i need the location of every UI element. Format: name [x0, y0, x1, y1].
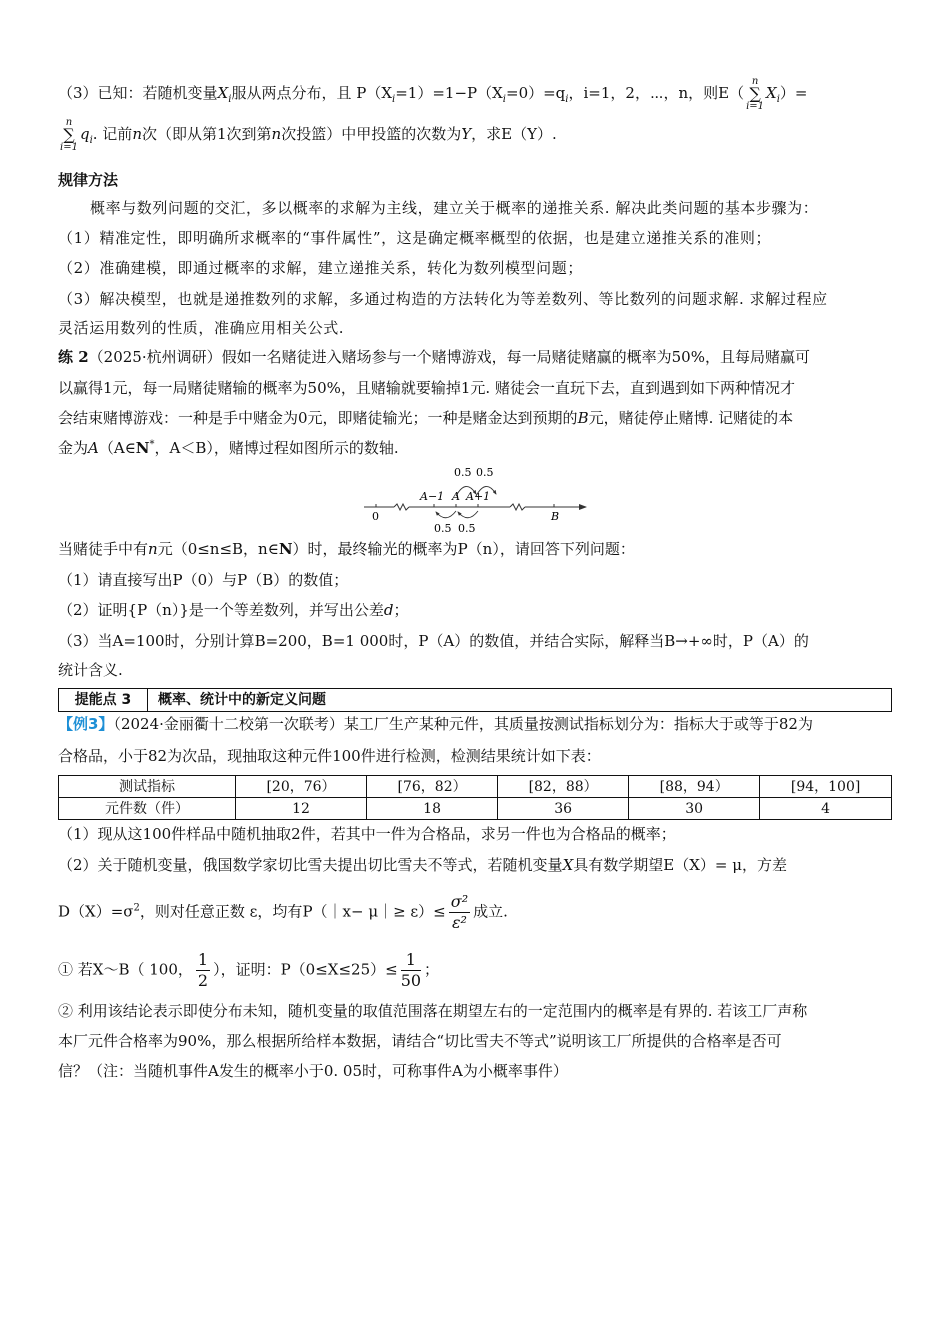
- text: X～B（ 100，: [92, 960, 193, 979]
- sub-i: i: [228, 94, 232, 105]
- text: ，求: [471, 125, 502, 143]
- natural-set: N: [135, 439, 150, 457]
- table-row: [59, 776, 892, 798]
- superscript-star: *: [149, 439, 155, 450]
- sum-bottom: i=1: [60, 142, 78, 153]
- table-cell: 36: [498, 798, 629, 820]
- part3-line1: [58, 76, 892, 112]
- method-title: 规律方法: [58, 171, 119, 189]
- text: 次投篮）中甲投篮的次数为: [281, 125, 462, 143]
- row-header: 元件数（件）: [59, 798, 236, 820]
- sum-sign: ∑: [63, 125, 75, 144]
- text: 具有数学期望: [573, 856, 664, 874]
- practice2-line1: [58, 347, 892, 367]
- text: D（X）=σ: [58, 902, 134, 921]
- sub-i: i: [89, 135, 93, 146]
- example3-case2-line2: 本厂元件合格率为90%，那么根据所给样本数据，请结合“切比雪夫不等式”说明该工厂所提供的合格率是否可: [58, 1032, 782, 1050]
- var-y: Y: [461, 125, 472, 143]
- method-step3-line1: （3）解决模型，也就是递推数列的求解，多通过构造的方法转化为等差数列、等比数列的问题求解. 求解过程应: [58, 290, 828, 308]
- sub-i: i: [565, 94, 569, 105]
- fraction-denominator: ε²: [451, 913, 467, 932]
- sub-i: i: [502, 94, 506, 105]
- text: 当赌徒手中有: [58, 540, 149, 558]
- label-a-minus-1: A−1: [420, 490, 445, 503]
- text: ；: [424, 960, 440, 979]
- arc-bottom-right: [458, 511, 478, 518]
- example3-q1: （1）现从这100件样品中随机抽取2件，若其中一件为合格品，求另一件也为合格品的概率；: [58, 825, 676, 843]
- prob-bottom-left: 0.5: [434, 522, 452, 535]
- practice2-q3-line1: （3）当A=100时，分别计算B=200，B=1 000时，P（A）的数值，并结合实际，解释当B→+∞时，P（A）的: [58, 632, 809, 650]
- practice-label: 练 2: [58, 348, 89, 366]
- practice2-line3: [58, 408, 892, 428]
- method-step2: （2）准确建模，即通过概率的求解，建立递推关系，转化为数列模型问题；: [58, 259, 583, 277]
- tip-title: 概率、统计中的新定义问题: [158, 692, 326, 708]
- text: 会结束赌博游戏：一种是手中赌金为0元，即赌徒输光；一种是赌金达到预期的: [58, 409, 578, 427]
- text: ，则对任意正数 ε，均有: [139, 902, 303, 921]
- text: ）时，最终输光的概率为: [292, 540, 458, 558]
- var-x: X: [217, 84, 229, 102]
- method-intro: 概率与数列问题的交汇，多以概率的求解为主线，建立关于概率的递推关系. 解决此类问题的基本步骤为：: [90, 199, 819, 217]
- text: （A∈: [98, 439, 136, 457]
- example-badge: 【例3】: [58, 715, 114, 733]
- arc-bottom-left: [436, 511, 456, 518]
- text: E（Y）.: [501, 125, 557, 143]
- text: 金为: [58, 439, 89, 457]
- fraction-numerator: 1: [401, 950, 421, 971]
- label-a-plus-1: A+1: [466, 490, 491, 503]
- table-cell: 18: [367, 798, 498, 820]
- table-cell: [88，94）: [629, 776, 760, 798]
- natural-set: N: [278, 540, 293, 558]
- table-cell: [76，82）: [367, 776, 498, 798]
- text: （2025·杭州调研）假如一名赌徒进入赌场参与一个赌博游戏，每一局赌徒赌赢的概率为50%，且每局赌赢可: [88, 348, 810, 366]
- practice2-q2: [58, 600, 892, 620]
- fraction-denominator: 50: [400, 971, 422, 990]
- fraction-one-half: [196, 950, 210, 991]
- table-row: [59, 798, 892, 820]
- practice2-q1: （1）请直接写出P（0）与P（B）的数值；: [58, 571, 349, 589]
- practice2-line2: 以赢得1元，每一局赌徒赌输的概率为50%，且赌输就要输掉1元. 赌徒会一直玩下去，直到遇到如下两种情况才: [58, 379, 795, 397]
- text: =1）=1−P（X: [395, 84, 503, 102]
- fraction-denominator: 2: [197, 971, 209, 990]
- table-cell: [94，100]: [760, 776, 892, 798]
- example3-q2-line2: [58, 892, 892, 933]
- text: 次（即从第1次到第: [141, 125, 272, 143]
- label-0: 0: [372, 510, 379, 523]
- fraction-sigma-epsilon: [449, 892, 470, 933]
- label-b: B: [551, 510, 560, 523]
- var-a: A: [88, 439, 99, 457]
- text: （3）已知：若随机变量: [58, 84, 218, 102]
- superscript-2: 2: [133, 902, 140, 914]
- table-cell: 12: [236, 798, 367, 820]
- text: 元，赌徒停止赌博. 记赌徒的本: [588, 409, 794, 427]
- text: P（｜x− μ｜≥ ε）≤: [302, 902, 446, 921]
- text: ，i=1，2，⋯，n，则: [568, 84, 719, 102]
- var-d: d: [383, 601, 394, 619]
- tip-label: 提能点 3: [59, 689, 148, 711]
- text: P（X: [356, 84, 393, 102]
- text: P（n），请回答下列问题：: [457, 540, 635, 558]
- var-n: n: [271, 125, 282, 143]
- label-a: A: [452, 490, 460, 503]
- text: =0）=q: [506, 84, 566, 102]
- sum-sign: ∑: [749, 84, 761, 103]
- text: ；: [393, 601, 409, 619]
- sub-i: i: [776, 94, 780, 105]
- part3-line2: [58, 117, 892, 153]
- prob-bottom-right: 0.5: [458, 522, 476, 535]
- text: ），证明：P（0≤X≤25）≤: [213, 960, 398, 979]
- text: E（X）= μ，方差: [663, 856, 787, 874]
- measurement-table: [58, 775, 892, 820]
- prob-top-right: 0.5: [476, 466, 494, 479]
- fraction-one-fiftieth: [401, 950, 421, 991]
- table-cell: [20，76）: [236, 776, 367, 798]
- table-cell: [82，88）: [498, 776, 629, 798]
- practice2-line5: [58, 539, 892, 559]
- text: 成立.: [473, 902, 508, 921]
- sum-operator: [60, 117, 78, 153]
- example3-line2: 合格品，小于82为次品，现抽取这种元件100件进行检测，检测结果统计如下表：: [58, 747, 601, 765]
- practice2-q3-line2: 统计含义.: [58, 661, 123, 679]
- method-step3-line2: 灵活运用数列的性质，准确应用相关公式.: [58, 319, 345, 337]
- example3-q2-line1: [58, 855, 892, 875]
- sum-bottom: i=1: [746, 101, 765, 112]
- example3-case1: [58, 950, 892, 991]
- var-x: X: [766, 84, 777, 102]
- text: ）=: [779, 84, 808, 102]
- text: （2024·金丽衢十二校第一次联考）某工厂生产某种元件，其质量按测试指标划分为：指标大于或等于82为: [113, 715, 813, 733]
- var-b: B: [577, 409, 589, 427]
- var-n: n: [148, 540, 158, 558]
- fraction-numerator: σ²: [450, 892, 469, 911]
- text: ，A＜B），赌博过程如图所示的数轴.: [154, 439, 399, 457]
- table-cell: 4: [760, 798, 892, 820]
- example3-case2-line3: 信？（注：当随机事件A发生的概率小于0. 05时，可称事件A为小概率事件）: [58, 1062, 568, 1080]
- sum-top: n: [751, 76, 759, 87]
- text: （2）证明{P（n）}是一个等差数列，并写出公差: [58, 601, 384, 619]
- text: . 记前: [92, 125, 133, 143]
- text: ① 若: [58, 960, 93, 979]
- number-line-figure: [360, 464, 592, 536]
- fraction-numerator: 1: [197, 950, 209, 969]
- text: 元（0≤n≤B，n∈: [157, 540, 279, 558]
- sub-i: i: [392, 94, 396, 105]
- method-step1: （1）精准定性，即明确所求概率的“事件属性”，这是确定概率概型的依据，也是建立递推关系的准则；: [58, 229, 772, 247]
- practice2-line4: [58, 438, 892, 458]
- var-q: q: [79, 125, 90, 143]
- text: 服从两点分布，且: [231, 84, 352, 102]
- sum-top: n: [65, 117, 73, 128]
- sum-operator: [746, 76, 764, 112]
- var-x: X: [562, 856, 574, 874]
- row-header: 测试指标: [59, 776, 236, 798]
- var-n: n: [132, 125, 142, 143]
- text: （2）关于随机变量，俄国数学家切比雪夫提出切比雪夫不等式，若随机变量: [58, 856, 563, 874]
- text: E（: [718, 84, 745, 102]
- prob-top-left: 0.5: [454, 466, 472, 479]
- example3-case2-line1: ② 利用该结论表示即使分布未知，随机变量的取值范围落在期望左右的一定范围内的概率是有界的. 若该工厂声称: [58, 1002, 808, 1020]
- table-cell: 30: [629, 798, 760, 820]
- example3-line1: [58, 714, 892, 734]
- tip-point-bar: [58, 688, 892, 712]
